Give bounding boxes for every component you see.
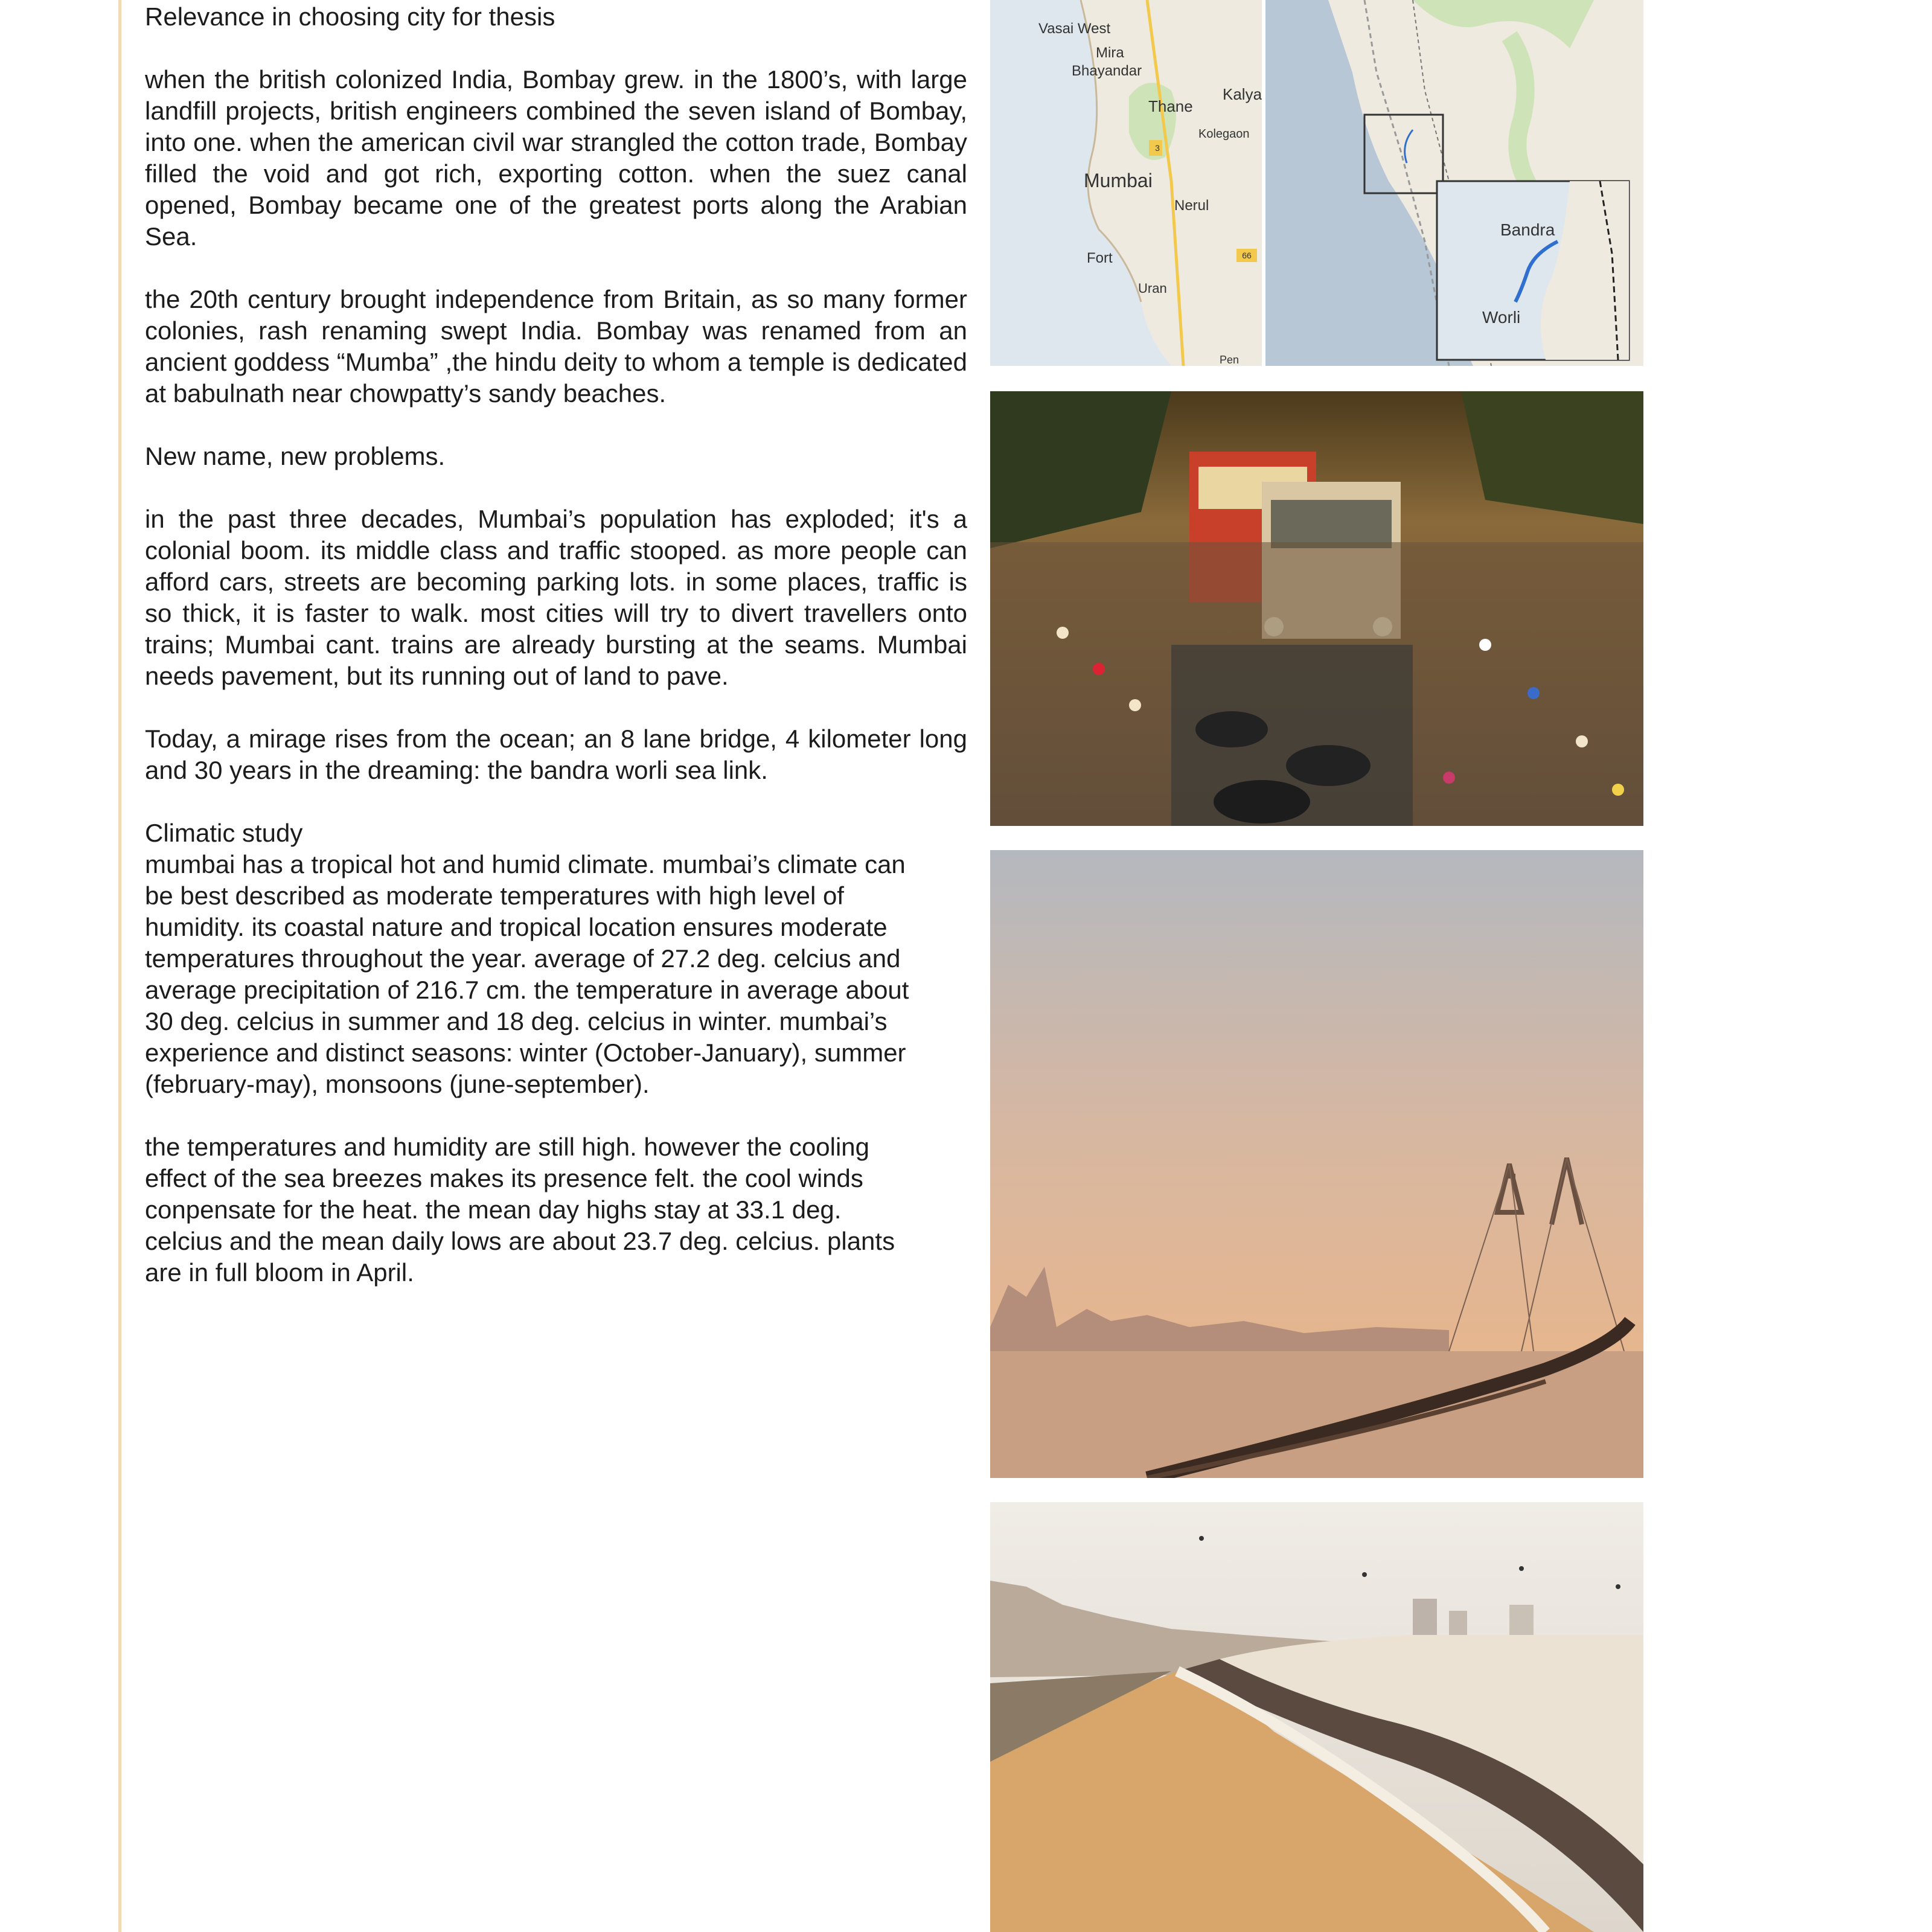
page-margin-rule	[118, 0, 121, 1932]
climate-line: experience and distinct seasons: winter (October-January), summer	[145, 1038, 906, 1067]
marine-drive-photo	[990, 1502, 1643, 1932]
map-label-bandra: Bandra	[1500, 220, 1555, 239]
map-label-nerul: Nerul	[1174, 197, 1209, 214]
map-label-vasai: Vasai West	[1038, 21, 1111, 37]
subheading-new-problems: New name, new problems.	[145, 442, 446, 470]
mumbai-traffic-photo	[990, 391, 1643, 826]
map-label-uran: Uran	[1138, 281, 1167, 296]
paragraph-sea-link: Today, a mirage rises from the ocean; an 8 lane bridge, 4 kilometer long and 30 years in the dreaming: the bandra worli sea link.	[145, 724, 967, 784]
map-label-fort: Fort	[1087, 250, 1113, 266]
climate-line: temperatures throughout the year. average of 27.2 deg. celcius and	[145, 944, 901, 973]
section-heading: Relevance in choosing city for thesis	[145, 2, 555, 31]
sea-link-photo	[990, 850, 1643, 1478]
map-label-kalyan: Kalya	[1223, 85, 1262, 103]
climate-line: average precipitation of 216.7 cm. the temperature in average about	[145, 976, 909, 1004]
map-label-mumbai: Mumbai	[1084, 170, 1153, 191]
map-road-3-label: 3	[1155, 143, 1160, 153]
paragraph-population: in the past three decades, Mumbai’s population has exploded; it's a colonial boom. its middle class and traffic stooped. as more people can afford cars, streets are becoming parking lots. in some places, traffic is so thick, it is faster to walk. most cities will try to divert travellers onto trains; Mumbai cant. trains are already bursting at the seams. Mumbai needs pavement, but its running out of land to pave.	[145, 505, 967, 690]
map-road-66-label: 66	[1242, 251, 1252, 260]
breeze-line: are in full bloom in April.	[145, 1258, 414, 1287]
climate-line: (february-may), monsoons (june-september).	[145, 1070, 650, 1098]
map-label-kolegaon: Kolegaon	[1198, 127, 1250, 141]
climate-line: humidity. its coastal nature and tropical location ensures moderate	[145, 913, 888, 941]
map-label-bhayandar: Bhayandar	[1072, 63, 1142, 79]
map-label-thane: Thane	[1148, 97, 1193, 115]
climate-line: be best described as moderate temperatures with high level of	[145, 881, 844, 910]
article-text-column	[145, 0, 967, 1288]
mumbai-map-image	[990, 0, 1643, 366]
paragraph-sea-breeze	[145, 1131, 967, 1288]
map-label-worli: Worli	[1482, 308, 1521, 327]
paragraph-history: when the british colonized India, Bombay grew. in the 1800’s, with large landfill projects, british engineers combined the seven island of Bombay, into one. when the american civil war strangled the cotton trade, Bombay filled the void and got rich, exporting cotton. when the suez canal opened, Bombay became one of the greatest ports along the Arabian Sea.	[145, 65, 967, 251]
paragraph-climate	[145, 849, 967, 1100]
breeze-line: the temperatures and humidity are still high. however the cooling	[145, 1133, 869, 1161]
map-label-mira: Mira	[1096, 45, 1124, 61]
paragraph-independence: the 20th century brought independence from Britain, as so many former colonies, rash renaming swept India. Bombay was renamed from an ancient goddess “Mumba” ,the hindu deity to whom a temple is dedicated at babulnath near chowpatty’s sandy beaches.	[145, 285, 967, 408]
climatic-study-heading: Climatic study	[145, 819, 303, 847]
breeze-line: celcius and the mean daily lows are about 23.7 deg. celcius. plants	[145, 1227, 895, 1255]
breeze-line: conpensate for the heat. the mean day highs stay at 33.1 deg.	[145, 1195, 842, 1224]
climate-line: mumbai has a tropical hot and humid climate. mumbai’s climate can	[145, 850, 906, 878]
climate-line: 30 deg. celcius in summer and 18 deg. celcius in winter. mumbai’s	[145, 1007, 888, 1035]
map-label-pen: Pen	[1220, 354, 1239, 366]
breeze-line: effect of the sea breezes makes its presence felt. the cool winds	[145, 1164, 863, 1192]
